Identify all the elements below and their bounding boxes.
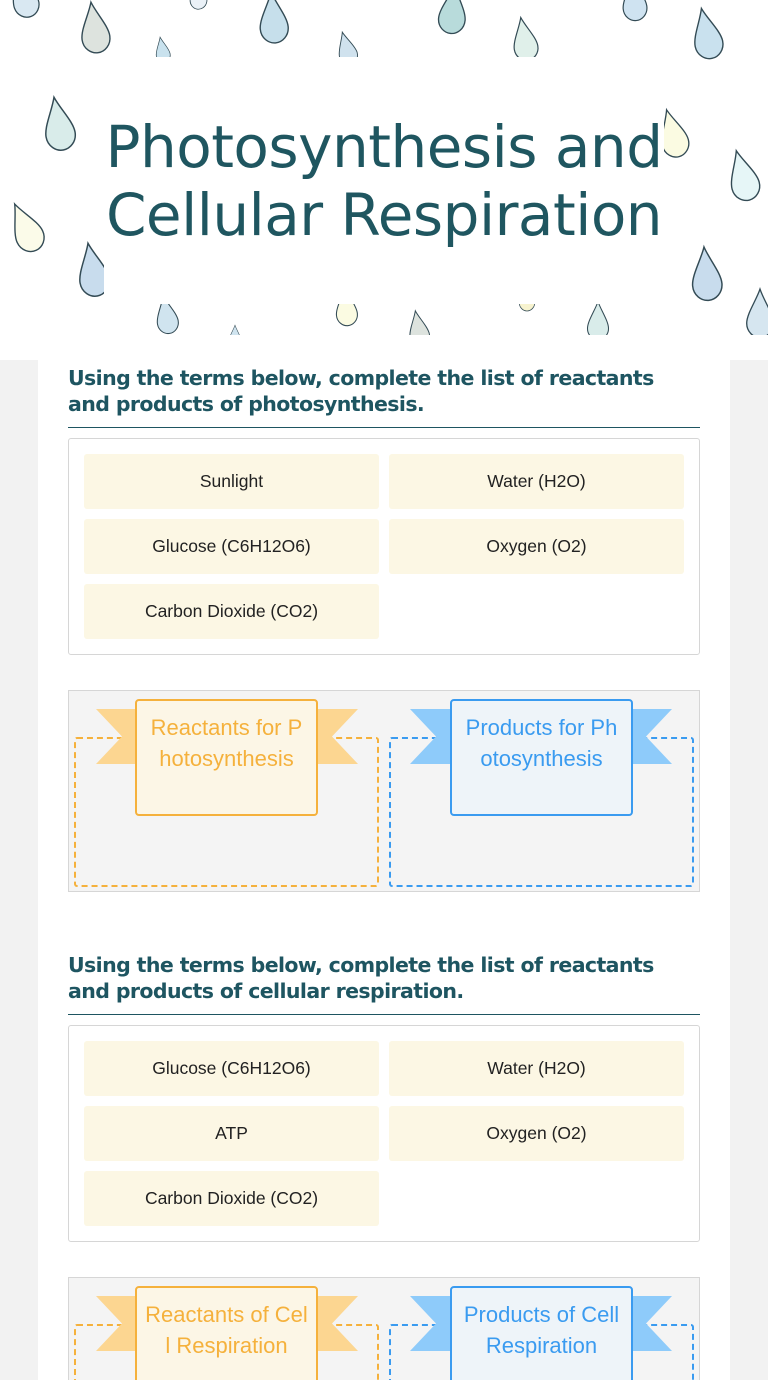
category-label-products: Products of Cell Respiration xyxy=(450,1286,633,1380)
page-title: Photosynthesis and Cellular Respiration xyxy=(105,112,663,249)
question-heading: Using the terms below, complete the list of reactants and products of photosynthesis. xyxy=(68,365,700,428)
question-heading: Using the terms below, complete the list of reactants and products of cellular respiration. xyxy=(68,952,700,1015)
category-label-reactants: Reactants of Cell Respiration xyxy=(135,1286,318,1380)
term-bank xyxy=(68,438,700,655)
title-box xyxy=(104,57,664,304)
header-banner xyxy=(0,0,768,360)
term-item-sunlight[interactable]: Sunlight xyxy=(84,454,379,509)
worksheet-content xyxy=(38,360,730,1380)
term-item-carbon-dioxide[interactable]: Carbon Dioxide (CO2) xyxy=(84,1171,379,1226)
term-item-water[interactable]: Water (H2O) xyxy=(389,454,684,509)
term-item-carbon-dioxide[interactable]: Carbon Dioxide (CO2) xyxy=(84,584,379,639)
term-bank xyxy=(68,1025,700,1242)
term-item-water[interactable]: Water (H2O) xyxy=(389,1041,684,1096)
category-label-products: Products for Photosynthesis xyxy=(450,699,633,816)
term-item-oxygen[interactable]: Oxygen (O2) xyxy=(389,1106,684,1161)
sorting-area-photosynthesis xyxy=(68,690,700,892)
category-label-reactants: Reactants for Photosynthesis xyxy=(135,699,318,816)
sorting-area-cellular-respiration xyxy=(68,1277,700,1380)
term-item-oxygen[interactable]: Oxygen (O2) xyxy=(389,519,684,574)
term-item-atp[interactable]: ATP xyxy=(84,1106,379,1161)
question-photosynthesis xyxy=(68,365,700,655)
question-cellular-respiration xyxy=(68,952,700,1242)
term-item-glucose[interactable]: Glucose (C6H12O6) xyxy=(84,1041,379,1096)
term-item-glucose[interactable]: Glucose (C6H12O6) xyxy=(84,519,379,574)
